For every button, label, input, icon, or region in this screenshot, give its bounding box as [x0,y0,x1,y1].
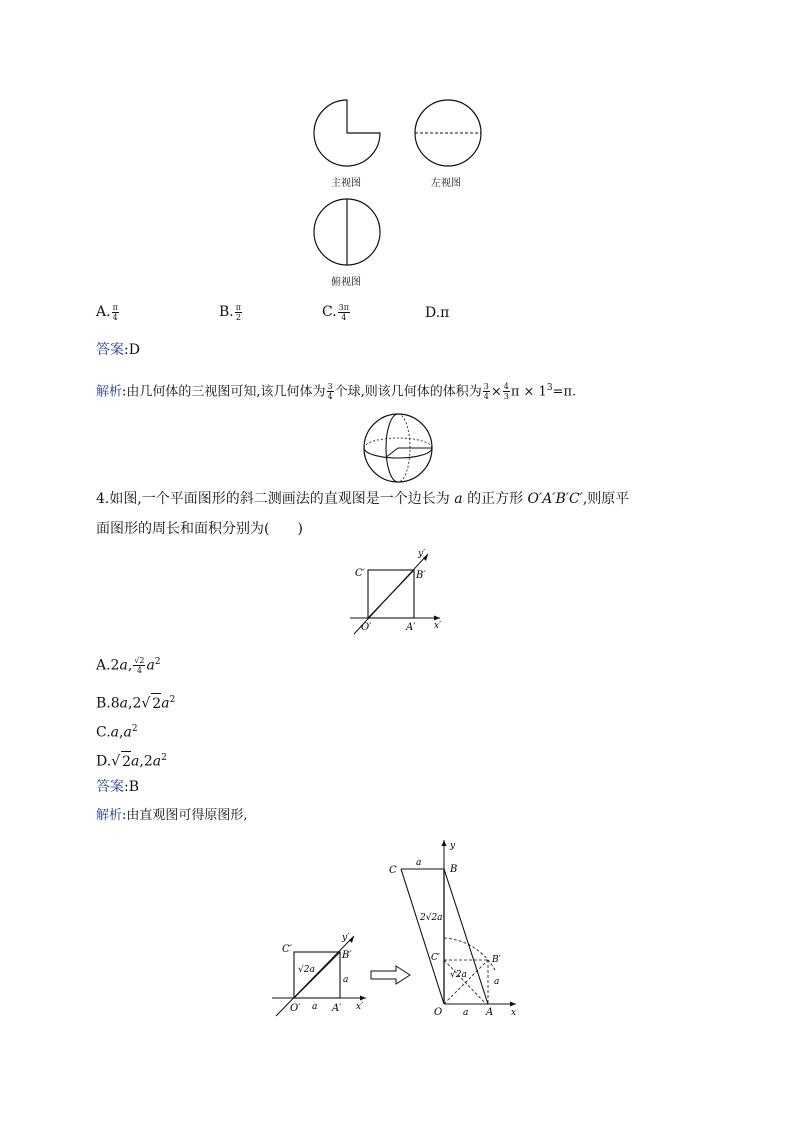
original-shape-figure [384,834,524,1020]
top-view-caption: 俯视图 [331,277,361,288]
q3-option-b: B. $\frac{\pi}{2}$ [219,302,242,322]
fig3l-label-diag: √2a [298,965,315,975]
fig3r-label-bp: B′ [492,955,501,965]
fig2-label-c: C′ [355,568,365,579]
oblique-square-figure [340,548,450,638]
q3-option-a: A. $\frac{\pi}{4}$ [96,302,118,322]
fig3r-label-side: a [494,977,500,987]
q4-analysis: 解析:由直观图可得原图形, [96,808,248,823]
fig2-label-o: O′ [361,622,372,633]
q4-answer: 答案:B [96,779,140,795]
front-view-caption: 主视图 [331,178,361,189]
fig3r-label-c: C [389,865,397,876]
fig3r-label-x: x [511,1008,517,1018]
fig2-label-y: y′ [418,549,426,559]
fig3r-label-b: B [450,864,458,875]
q4-option-d: D.√ $2a,2a^2$ [96,748,167,772]
fig3r-label-cp: C′ [431,953,440,963]
fig3l-label-x: x′ [356,1002,364,1012]
volume-fraction-2: $\frac{4}{3}$ [503,382,509,402]
fig3l-label-b: B′ [342,950,352,961]
three-quarter-sphere-figure [358,412,438,484]
q3-analysis-label: 解析 [96,384,123,400]
fig2-label-b: B′ [416,570,426,581]
q4-option-c: $C.a,a^2$ [96,724,138,741]
volume-fraction-1: $\frac{3}{4}$ [483,382,489,402]
q3-analysis: 解析:由几何体的三视图可知,该几何体为 $\frac{3}{4}$ 个球,则该几何体的体积为 $\frac{3}{4}$ × $\frac{4}{3}$ $\pi \times 1^3=\pi$. [96,382,577,402]
fig3l-label-bottom: a [312,1002,318,1012]
fig3r-label-a: A [486,1007,494,1018]
q4-option-a: A.2a, $\frac{√2}{4}$ $a^2$ [96,656,161,676]
square-name: O′A′B′C′ [527,491,583,507]
q4-answer-label: 答案 [96,779,124,795]
three-views-figure [300,92,500,292]
three-quarters-fraction: $\frac{3}{4}$ [327,382,333,402]
fig3l-label-o: O′ [290,1003,301,1014]
q3-option-a-fraction: $\frac{\pi}{4}$ [112,302,118,322]
oblique-view-figure [268,928,378,1020]
fig3l-label-a: A′ [332,1003,342,1014]
q3-option-d: D.π [425,305,450,321]
q4-option-a-fraction: $\frac{√2}{4}$ [134,656,145,676]
front-view-shape [314,100,380,166]
fig3r-label-diag: √2a [450,970,467,980]
fig3l-label-side: a [343,975,349,985]
side-view-caption: 左视图 [431,178,461,189]
q3-answer: 答案:D [96,342,140,358]
fig3l-label-c: C′ [282,944,292,955]
fig3r-label-o: O [434,1007,443,1018]
q3-option-c-fraction: $\frac{3\pi}{4}$ [338,302,350,322]
q4-stem-line2: 面图形的周长和面积分别为( ) [96,521,303,537]
q4-option-b: B.8a,2√ $2a^2$ [96,690,175,714]
q3-option-b-fraction: $\frac{\pi}{2}$ [235,302,242,322]
fig3r-label-y: y [450,841,456,851]
q3-option-c: C. $\frac{3\pi}{4}$ [322,302,350,322]
fig2-label-x: x′ [434,621,442,631]
q4-analysis-label: 解析 [96,808,123,823]
q3-answer-label: 答案 [96,342,124,358]
fig3r-label-bottom: a [463,1008,469,1018]
fig2-label-a: A′ [406,622,416,633]
q4-stem-line1: 4.如图,一个平面图形的斜二测画法的直观图是一个边长为 a 的正方形 O′A′B′C′,则原平 [96,491,630,507]
fig3l-label-y: y′ [342,933,350,943]
fig3r-label-top: a [416,858,422,868]
fig3r-label-mid: 2√2a [420,913,443,923]
